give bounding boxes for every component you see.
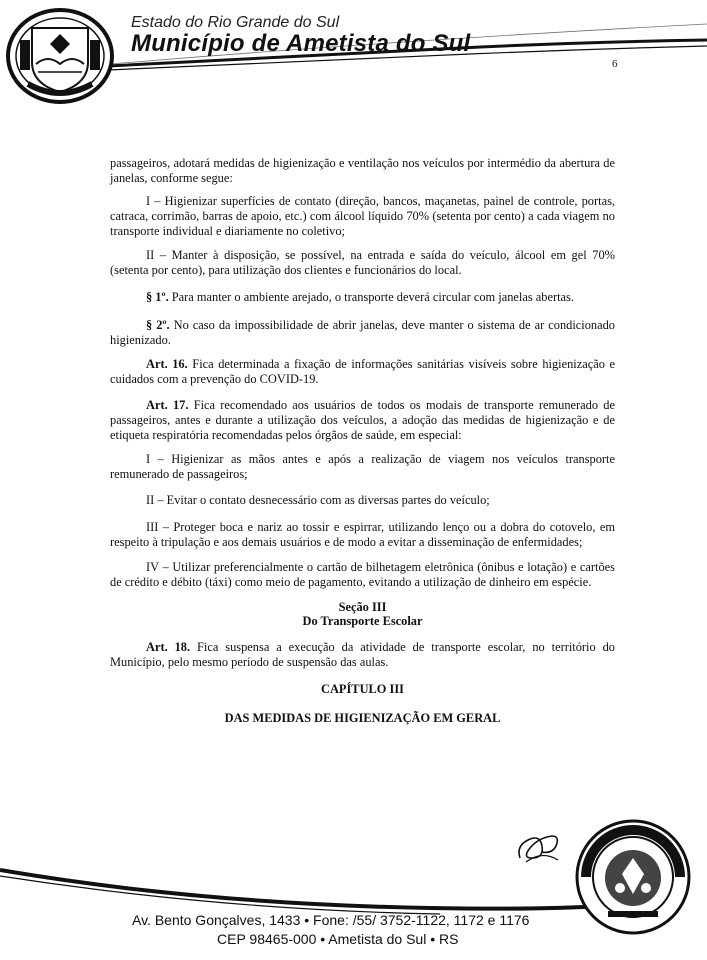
footer-cep: CEP 98465-000 • Ametista do Sul • RS	[217, 931, 459, 947]
paragraph-art-17-item-iii: III – Proteger boca e nariz ao tossir e espirrar, utilizando lenço ou a dobra do cotovelo, em respeito à tripulação e aos demais usuários e de modo a evitar a disseminação de enfermidades;	[110, 520, 615, 549]
header-state: Estado do Rio Grande do Sul	[131, 14, 340, 31]
paragraph-art-17-item-i: I – Higienizar as mãos antes e após a realização de viagem nos veículos transporte remunerado de passageiros;	[110, 452, 615, 481]
section-1-label: § 1º.	[146, 290, 169, 304]
paragraph-art-17	[110, 398, 615, 443]
section-2-label: § 2º.	[146, 318, 170, 332]
art-16-text: Fica determinada a fixação de informações sanitárias visíveis sobre higienização e cuidados com a prevenção do COVID-19.	[110, 357, 615, 386]
paragraph-continuation: passageiros, adotará medidas de higienização e ventilação nos veículos por intermédio da abertura de janelas, conforme segue:	[110, 156, 615, 185]
section-subheading: Do Transporte Escolar	[302, 614, 423, 628]
art-18-label: Art. 18.	[146, 640, 191, 654]
paragraph-item-i: I – Higienizar superfícies de contato (direção, bancos, maçanetas, painel de controle, portas, catraca, corrimão, barras de apoio, etc.) com álcool líquido 70% (setenta por cento) a cada viagem no transporte individual e diariamente no coletivo;	[110, 194, 615, 238]
paragraph-item-ii: II – Manter à disposição, se possível, na entrada e saída do veículo, álcool em gel 70% (setenta por cento), para utilização dos clientes e funcionários do local.	[110, 248, 615, 277]
paragraph-section-2	[110, 318, 615, 348]
paragraph-art-17-item-ii: II – Evitar o contato desnecessário com as diversas partes do veículo;	[146, 493, 490, 507]
art-16-label: Art. 16.	[146, 357, 188, 371]
art-17-label: Art. 17.	[146, 398, 189, 412]
art-18-text: Fica suspensa a execução da atividade de transporte escolar, no território do Município, pelo mesmo período de suspensão das aulas.	[110, 640, 615, 669]
chapter-heading: CAPÍTULO III	[321, 682, 404, 696]
chapter-title: DAS MEDIDAS DE HIGIENIZAÇÃO EM GERAL	[224, 711, 501, 725]
art-17-text: Fica recomendado aos usuários de todos os modais de transporte remunerado de passageiros, antes e durante a utilização dos veículos, a adoção das medidas de higienização e de etiqueta respiratória recomendadas pelos órgãos de saúde, em especial:	[110, 398, 615, 442]
section-1-text: Para manter o ambiente arejado, o transporte deverá circular com janelas abertas.	[168, 290, 574, 304]
section-heading: Seção III	[338, 600, 387, 614]
footer-address: Av. Bento Gonçalves, 1433 • Fone: /55/ 3752-1122, 1172 e 1176	[132, 912, 530, 928]
signature-mark	[512, 828, 564, 868]
paragraph-art-18	[110, 640, 615, 670]
paragraph-art-16	[110, 357, 615, 387]
paragraph-section-1	[110, 290, 615, 305]
footer-seal-icon	[574, 818, 692, 936]
page-number: 6	[612, 58, 618, 70]
section-2-text: No caso da impossibilidade de abrir janelas, deve manter o sistema de ar condicionado higienizado.	[110, 318, 615, 347]
paragraph-art-17-item-iv: IV – Utilizar preferencialmente o cartão de bilhetagem eletrônica (ônibus e lotação) e cartões de crédito e débito (táxi) como meio de pagamento, evitando a utilização de dinheiro em espécie.	[110, 560, 615, 589]
municipal-seal-icon	[4, 6, 116, 106]
header-municipality: Município de Ametista do Sul	[131, 30, 471, 57]
